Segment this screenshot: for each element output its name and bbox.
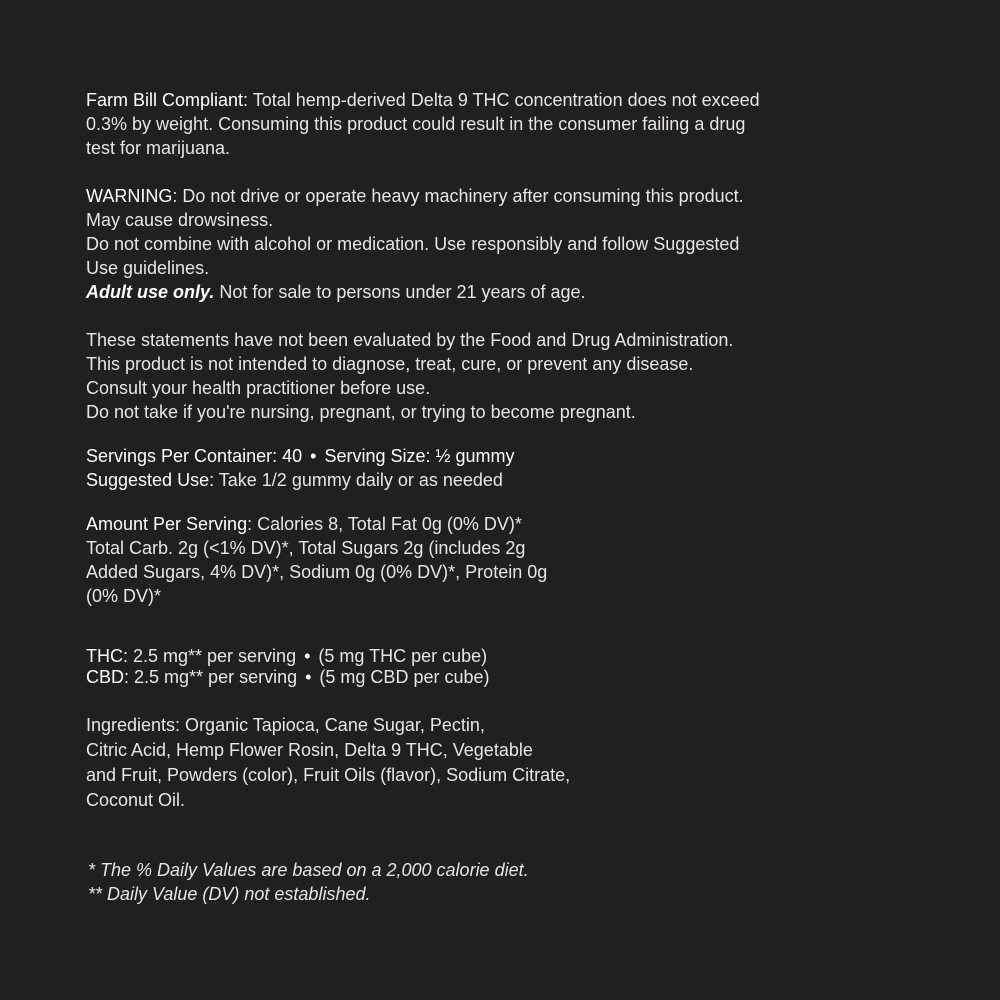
footnotes-section xyxy=(88,858,848,906)
ingredients-section xyxy=(86,713,846,813)
serving-line xyxy=(86,444,846,468)
footnote-1: * The % Daily Values are based on a 2,000 calorie diet. xyxy=(88,860,529,880)
nutrition-line-4: (0% DV)* xyxy=(86,586,162,606)
fda-line-4: Do not take if you're nursing, pregnant, or trying to become pregnant. xyxy=(86,402,636,422)
amount-per-serving-lead: Amount Per Serving xyxy=(86,514,248,534)
adult-use-lead: Adult use only. xyxy=(86,282,215,302)
warning-line-2: May cause drowsiness. xyxy=(86,210,274,230)
warning-line-1: WARNING: Do not drive or operate heavy machinery after consuming this product. xyxy=(86,186,744,206)
ingredients-line-2: Citric Acid, Hemp Flower Rosin, Delta 9 THC, Vegetable xyxy=(86,740,533,760)
ingredients-line-3: and Fruit, Powders (color), Fruit Oils (flavor), Sodium Citrate, xyxy=(86,765,571,785)
serving-size: Serving Size: ½ gummy xyxy=(324,446,515,466)
nutrition-line-3: Added Sugars, 4% DV)*, Sodium 0g (0% DV)*, Protein 0g xyxy=(86,562,548,582)
footnote-2: ** Daily Value (DV) not established. xyxy=(88,884,371,904)
thc-bullet: • xyxy=(304,646,311,666)
nutrition-section xyxy=(86,512,846,608)
cbd-lead: CBD: xyxy=(86,667,130,687)
cbd-line: CBD: 2.5 mg** per serving • (5 mg CBD per cube) xyxy=(86,667,490,687)
cbd-bullet: • xyxy=(305,667,312,687)
serving-section xyxy=(86,444,846,492)
farm-bill-line-1: Farm Bill Compliant: Total hemp-derived Delta 9 THC concentration does not exceed xyxy=(86,90,760,110)
warning-section xyxy=(86,184,846,304)
fda-line-3: Consult your health practitioner before use. xyxy=(86,378,431,398)
warning-lead: WARNING xyxy=(86,186,173,206)
thc-lead: THC: xyxy=(86,646,128,666)
nutrition-line-2: Total Carb. 2g (<1% DV)*, Total Sugars 2g (includes 2g xyxy=(86,538,526,558)
ingredients-line-4: Coconut Oil. xyxy=(86,790,186,810)
farm-bill-section xyxy=(86,88,846,160)
warning-line-4: Use guidelines. xyxy=(86,258,210,278)
farm-bill-lead: Farm Bill Compliant: xyxy=(86,90,249,110)
fda-line-2: This product is not intended to diagnose, treat, cure, or prevent any disease. xyxy=(86,354,694,374)
thc-line: THC: 2.5 mg** per serving • (5 mg THC per cube) xyxy=(86,646,488,666)
warning-line-3: Do not combine with alcohol or medication. Use responsibly and follow Suggested xyxy=(86,234,740,254)
servings-per-container: Servings Per Container: 40 xyxy=(86,446,303,466)
serving-bullet: • xyxy=(310,446,317,466)
suggested-use-lead: Suggested Use: xyxy=(86,470,215,490)
cannabinoid-section xyxy=(86,646,846,688)
fda-line-1: These statements have not been evaluated by the Food and Drug Administration. xyxy=(86,330,734,350)
suggested-use-line: Suggested Use: Take 1/2 gummy daily or as needed xyxy=(86,470,503,490)
farm-bill-line-2: 0.3% by weight. Consuming this product could result in the consumer failing a drug xyxy=(86,114,746,134)
fda-disclaimer-section xyxy=(86,328,846,424)
farm-bill-line-3: test for marijuana. xyxy=(86,138,231,158)
ingredients-line-1: Ingredients: Organic Tapioca, Cane Sugar, Pectin, xyxy=(86,715,485,735)
nutrition-line-1: Amount Per Serving: Calories 8, Total Fat 0g (0% DV)* xyxy=(86,514,522,534)
adult-use-line: Adult use only. Not for sale to persons under 21 years of age. xyxy=(86,282,586,302)
